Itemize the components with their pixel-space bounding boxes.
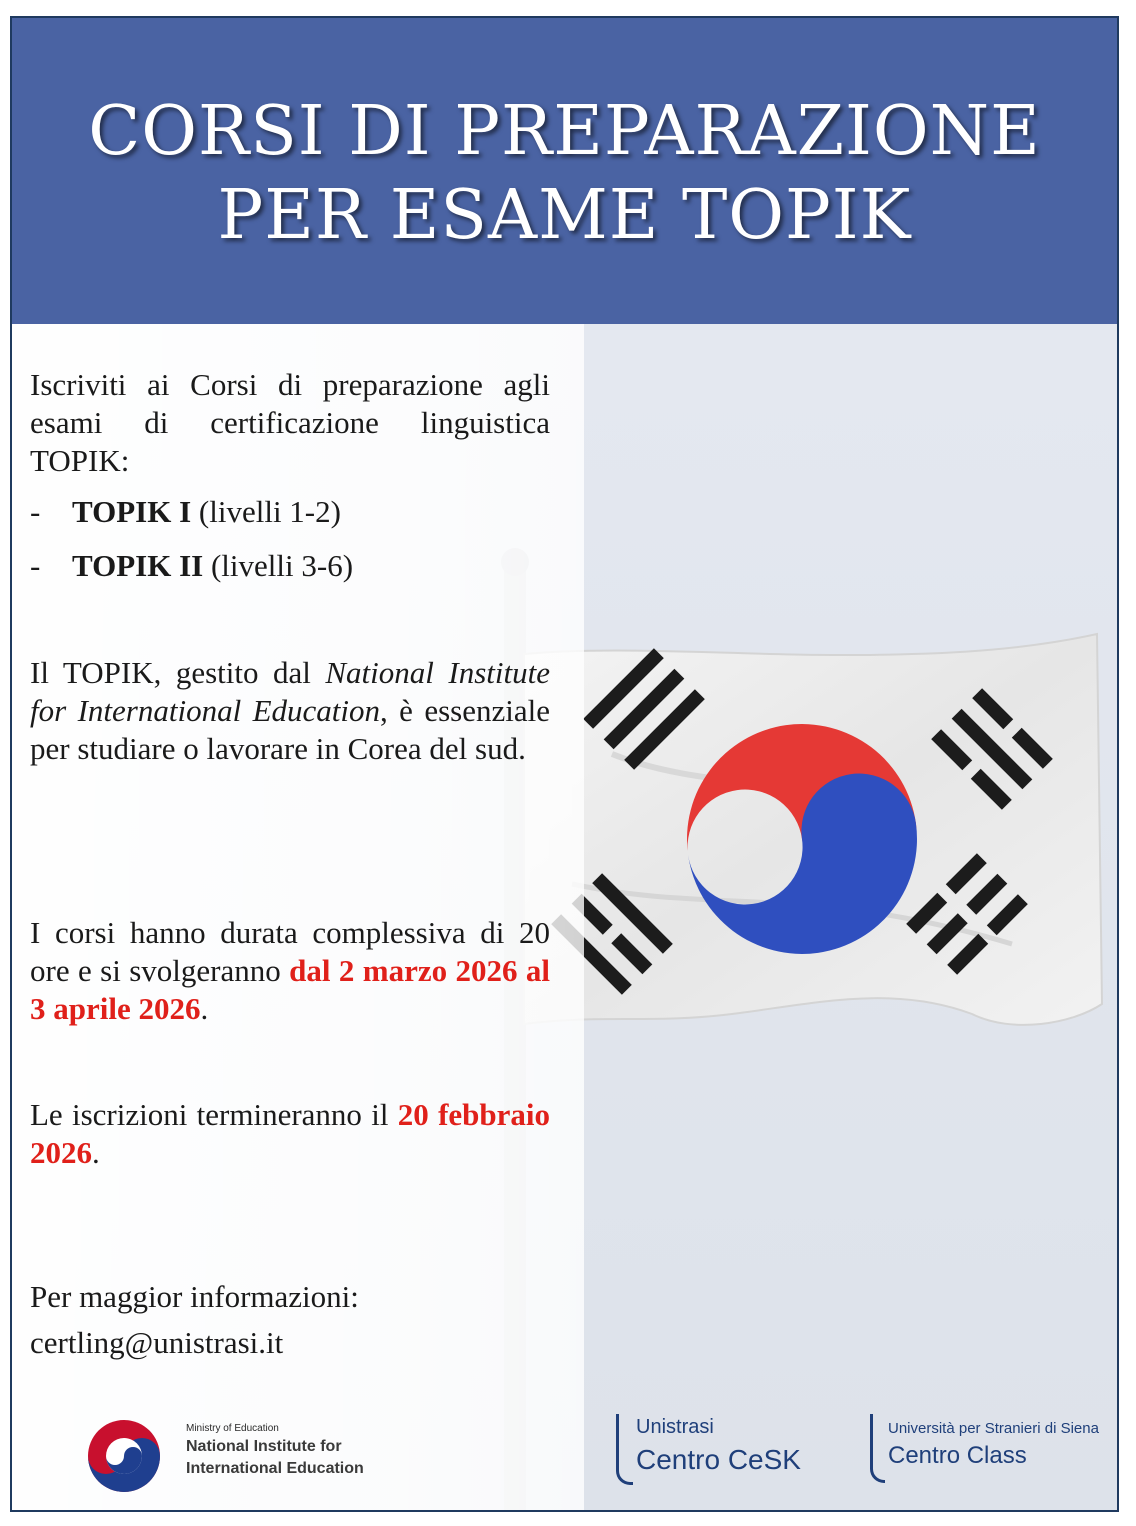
level-detail: (livelli 3-6) [203,548,354,583]
contact-label: Per maggior informazioni: [30,1279,359,1314]
level-name: TOPIK I [72,494,192,529]
title-line-2: PER ESAME TOPIK [217,176,912,255]
class-top-text: Università per Stranieri di Siena [888,1420,1099,1437]
intro-paragraph: Iscriviti ai Corsi di preparazione agli esami di certificazione linguistica TOPIK: [30,367,550,478]
about-suffix: , è essenziale per studiare o lavorare in Corea del sud. [30,693,550,766]
cesk-logo-mark [616,1414,633,1485]
level-detail: (livelli 1-2) [191,494,341,529]
deadline-paragraph [30,1096,550,1172]
list-item [30,494,341,530]
bullet-dash: - [30,494,41,529]
cesk-bottom-text: Centro CeSK [636,1444,801,1475]
duration-paragraph [30,914,550,1028]
title-line-1: CORSI DI PREPARAZIONE [88,92,1041,171]
contact-email[interactable]: certling@unistrasi.it [30,1325,284,1360]
cesk-top-text: Unistrasi [636,1416,714,1438]
bullet-dash: - [30,548,41,583]
poster-frame [10,16,1119,1512]
class-bottom-text: Centro Class [888,1442,1027,1469]
deadline-end: . [92,1135,100,1170]
header-banner [12,18,1117,324]
niied-line-1: National Institute for [186,1438,342,1455]
niied-line-2: International Education [186,1460,364,1477]
institute-name: National Institute for International Education [30,655,550,728]
class-logo-mark [870,1414,885,1483]
duration-text: I corsi hanno durata complessiva di 20 ore e si svolgeranno [30,915,550,988]
niied-ministry: Ministry of Education [186,1423,279,1434]
deadline-date: 20 febbraio 2026 [30,1097,551,1170]
duration-end: . [200,991,209,1026]
level-name: TOPIK II [72,548,204,583]
list-item [30,548,353,584]
niied-emblem-icon [84,1416,164,1496]
niied-text [186,1422,364,1480]
course-dates: dal 2 marzo 2026 al 3 aprile 2026 [30,953,550,1026]
niied-logo [84,1416,384,1496]
about-prefix: Il TOPIK, gestito dal [30,655,326,690]
about-paragraph [30,654,550,768]
deadline-text: Le iscrizioni termineranno il [30,1097,398,1132]
poster-title [12,90,1117,258]
